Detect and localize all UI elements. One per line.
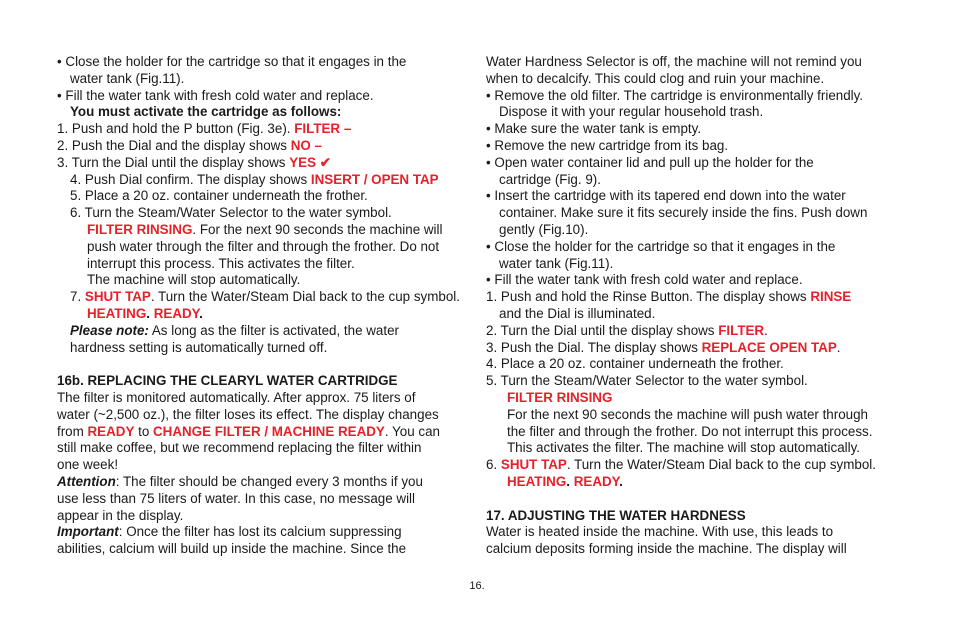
step-7: 7. SHUT TAP. Turn the Water/Steam Dial back to the cup symbol. xyxy=(70,289,460,305)
display-insert-text: INSERT / OPEN TAP xyxy=(310,171,439,187)
left-column xyxy=(57,54,472,558)
bullet-close-holder-cont: water tank (Fig.11). xyxy=(499,255,614,271)
paragraph-line: use less than 75 liters of water. In this case, no message will xyxy=(57,490,416,506)
paragraph-line: Water is heated inside the machine. With use, this leads to xyxy=(486,524,834,540)
bullet-tank-empty: • Make sure the water tank is empty. xyxy=(486,121,702,137)
step-5: 5. Place a 20 oz. container underneath the frother. xyxy=(70,188,368,204)
bullet-insert-cartridge: • Insert the cartridge with its tapered end down into the water xyxy=(486,188,846,204)
step-5-rinsing xyxy=(486,390,901,407)
step-3: 3. Turn the Dial until the display shows YES ✔ xyxy=(57,154,331,170)
step-1-cont: and the Dial is illuminated. xyxy=(499,305,656,321)
important-note: Important: Once the filter has lost its calcium suppressing xyxy=(57,524,402,540)
paragraph-line: appear in the display. xyxy=(57,507,184,523)
display-filter-text: FILTER – xyxy=(294,121,352,137)
section-heading-17: 17. ADJUSTING THE WATER HARDNESS xyxy=(486,507,746,523)
bullet-insert-cartridge-cont: gently (Fig.10). xyxy=(499,221,589,237)
display-shut-tap-text: SHUT TAP xyxy=(84,289,151,305)
page-number: 16. xyxy=(469,580,485,592)
step-6-cont-1: push water through the filter and through the frother. Do not xyxy=(87,238,440,254)
step-2: 2. Push the Dial and the display shows NO – xyxy=(57,137,322,153)
step-6-cont-3: The machine will stop automatically. xyxy=(87,272,301,288)
display-filter-rinsing-text: FILTER RINSING xyxy=(507,389,613,405)
step-5-cont: the filter and through the frother. Do not interrupt this process. xyxy=(507,423,873,439)
display-no-text: NO – xyxy=(290,137,322,153)
bullet-close-holder: • Close the holder for the cartridge so that it engages in the xyxy=(486,238,836,254)
display-filter-text: FILTER xyxy=(718,322,765,338)
step-6-status: HEATING. READY. xyxy=(507,473,623,489)
bullet-remove-filter: • Remove the old filter. The cartridge is environmentally friendly. xyxy=(486,87,864,103)
bullet-remove-filter-cont: Dispose it with your regular household trash. xyxy=(499,104,764,120)
paragraph-line: when to decalcify. This could clog and ruin your machine. xyxy=(486,70,825,86)
bullet-close-holder: • Close the holder for the cartridge so that it engages in the xyxy=(57,54,407,69)
bullet-remove-cartridge: • Remove the new cartridge from its bag. xyxy=(486,137,729,153)
right-column xyxy=(486,54,901,558)
paragraph-line: Water Hardness Selector is off, the machine will not remind you xyxy=(486,54,862,69)
step-2: 2. Turn the Dial until the display shows FILTER. xyxy=(486,322,768,338)
step-6-rinsing: FILTER RINSING. For the next 90 seconds the machine will xyxy=(87,221,443,237)
step-6: 6. SHUT TAP. Turn the Water/Steam Dial back to the cup symbol. xyxy=(486,457,876,473)
step-4: 4. Push Dial confirm. The display shows INSERT / OPEN TAP xyxy=(70,171,439,187)
display-rinse-text: RINSE xyxy=(810,289,852,305)
step-7-status: HEATING. READY. xyxy=(87,305,203,321)
paragraph-line: The filter is monitored automatically. After approx. 75 liters of xyxy=(57,389,416,405)
step-5-cont: This activates the filter. The machine will stop automatically. xyxy=(507,440,861,456)
display-replace-text: REPLACE OPEN TAP xyxy=(701,339,837,355)
bullet-fill-tank: • Fill the water tank with fresh cold water and replace. xyxy=(57,87,374,103)
display-yes-text: YES ✔ xyxy=(289,154,331,170)
step-5: 5. Turn the Steam/Water Selector to the water symbol. xyxy=(486,373,808,389)
step-6: 6. Turn the Steam/Water Selector to the water symbol. xyxy=(70,205,392,221)
section-heading-16b: 16b. REPLACING THE CLEARYL WATER CARTRIDGE xyxy=(57,373,398,389)
attention-note: Attention: The filter should be changed every 3 months if you xyxy=(57,473,423,489)
bullet-fill-tank: • Fill the water tank with fresh cold water and replace. xyxy=(486,272,803,288)
spacer xyxy=(486,491,901,508)
step-3: 3. Push the Dial. The display shows REPLACE OPEN TAP. xyxy=(486,339,841,355)
step-6-cont-2: interrupt this process. This activates the filter. xyxy=(87,255,355,271)
step-1: 1. Push and hold the Rinse Button. The display shows RINSE xyxy=(486,289,852,305)
paragraph-line: one week! xyxy=(57,457,119,473)
paragraph-line: abilities, calcium will build up inside the machine. Since the xyxy=(57,541,407,557)
step-1: 1. Push and hold the P button (Fig. 3e). FILTER – xyxy=(57,121,352,137)
paragraph-line: still make coffee, but we recommend replacing the filter within xyxy=(57,440,422,456)
spacer xyxy=(57,356,472,373)
paragraph-line: from READY to CHANGE FILTER / MACHINE READY. You can xyxy=(57,423,440,439)
bullet-open-lid-cont: cartridge (Fig. 9). xyxy=(499,171,601,187)
activate-instruction: You must activate the cartridge as follows: xyxy=(70,104,342,120)
please-note: Please note: As long as the filter is activated, the water xyxy=(70,322,399,338)
bullet-close-holder-cont: water tank (Fig.11). xyxy=(70,70,185,86)
bullet-open-lid: • Open water container lid and pull up the holder for the xyxy=(486,154,814,170)
step-5-cont: For the next 90 seconds the machine will push water through xyxy=(507,406,869,422)
paragraph-line: water (~2,500 oz.), the filter loses its effect. The display changes xyxy=(57,406,439,422)
paragraph-line: calcium deposits forming inside the machine. The display will xyxy=(486,541,847,557)
bullet-insert-cartridge-cont: container. Make sure it fits securely inside the fins. Push down xyxy=(499,205,868,221)
display-filter-rinsing-text: FILTER RINSING xyxy=(87,221,193,237)
please-note-cont: hardness setting is automatically turned off. xyxy=(70,339,328,355)
step-4: 4. Place a 20 oz. container underneath the frother. xyxy=(486,356,784,372)
display-shut-tap-text: SHUT TAP xyxy=(500,457,567,473)
